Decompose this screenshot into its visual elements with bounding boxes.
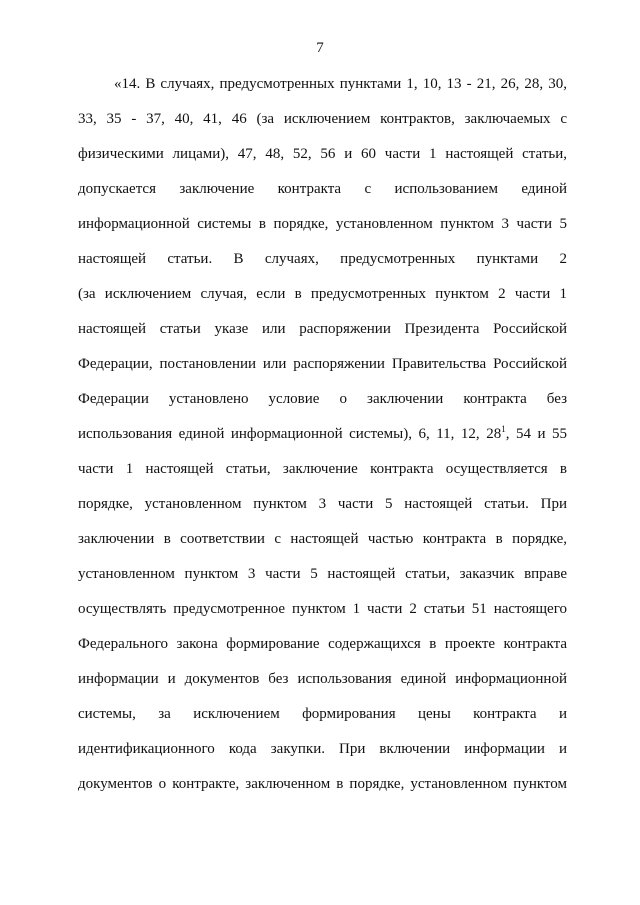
text-line-19: системы, за исключением формирования цены контракта и bbox=[78, 706, 567, 722]
text-line-18: информации и документов без использования единой информационной bbox=[78, 671, 567, 687]
text-line-11-main: использования единой информационной системы), 6, 11, 12, 28 bbox=[78, 426, 502, 442]
text-line-17: Федерального закона формирование содержащихся в проекте контракта bbox=[78, 636, 567, 652]
text-line-7: (за исключением случая, если в предусмотренных пунктом 2 части 1 bbox=[78, 286, 567, 302]
text-line-3: физическими лицами), 47, 48, 52, 56 и 60 части 1 настоящей статьи, bbox=[78, 146, 567, 162]
text-line-9: Федерации, постановлении или распоряжении Правительства Российской bbox=[78, 356, 567, 372]
text-line-13: порядке, установленном пунктом 3 части 5 настоящей статьи. При bbox=[78, 496, 567, 512]
text-line-15: установленном пунктом 3 части 5 настоящей статьи, заказчик вправе bbox=[78, 566, 567, 582]
text-line-5: информационной системы в порядке, установленном пунктом 3 части 5 bbox=[78, 216, 567, 232]
text-line-14: заключении в соответствии с настоящей частью контракта в порядке, bbox=[78, 531, 567, 547]
text-line-4: допускается заключение контракта с использованием единой bbox=[78, 181, 567, 197]
text-line-21: документов о контракте, заключенном в порядке, установленном пунктом bbox=[78, 776, 567, 792]
text-line-12: части 1 настоящей статьи, заключение контракта осуществляется в bbox=[78, 461, 567, 477]
text-line-20: идентификационного кода закупки. При включении информации и bbox=[78, 741, 567, 757]
text-line-16: осуществлять предусмотренное пунктом 1 части 2 статьи 51 настоящего bbox=[78, 601, 567, 617]
text-line-11 bbox=[78, 424, 567, 444]
superscript-index: 1 bbox=[501, 424, 506, 434]
text-line-2: 33, 35 - 37, 40, 41, 46 (за исключением контрактов, заключаемых с bbox=[78, 111, 567, 127]
text-line-11-tail: , 54 и 55 bbox=[505, 426, 567, 442]
text-line-10: Федерации установлено условие о заключении контракта без bbox=[78, 391, 567, 407]
page-number: 7 bbox=[316, 40, 324, 56]
text-line-1: «14. В случаях, предусмотренных пунктами 1, 10, 13 - 21, 26, 28, 30, bbox=[114, 76, 567, 92]
text-line-6: настоящей статьи. В случаях, предусмотренных пунктами 2 bbox=[78, 251, 567, 267]
text-line-8: настоящей статьи указе или распоряжении Президента Российской bbox=[78, 321, 567, 337]
